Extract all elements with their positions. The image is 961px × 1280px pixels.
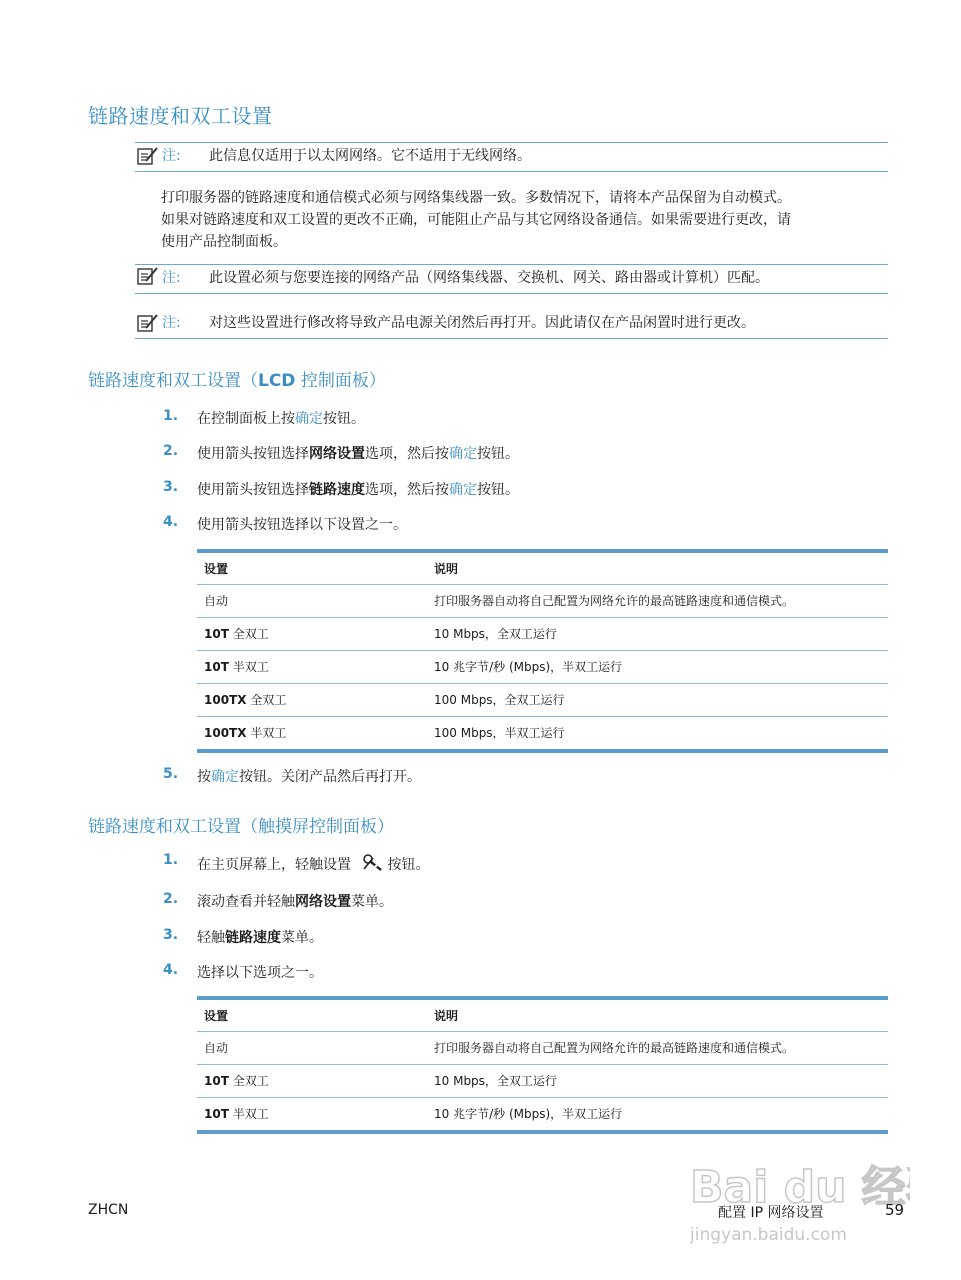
setting-code: 100TX [204,726,247,740]
note-label: 注: [162,148,181,164]
step-number: 2. [163,443,179,459]
step-number: 2. [163,891,179,907]
desc-cell: 100 Mbps，全双工运行 [434,693,565,707]
section-heading-touch: 链路速度和双工设置（触摸屏控制面板） [88,817,394,837]
note-text: 此设置必须与您要连接的网络产品（网络集线器、交换机、网关、路由器或计算机）匹配。 [209,270,769,286]
watermark-url: jingyan.baidu.com [690,1225,847,1245]
settings-wrench-icon [361,852,387,870]
note-pencil-icon [137,146,157,166]
table-header-row [197,1000,888,1032]
footer-locale: ZHCN [88,1202,129,1218]
table-bottom-bar [197,1130,888,1134]
col-header-desc: 说明 [434,1009,459,1023]
setting-code: 10T [204,627,229,641]
ok-button-ref: 确定 [449,482,477,498]
step-text: 选择以下选项之一。 [197,965,323,981]
note-text: 此信息仅适用于以太网网络。它不适用于无线网络。 [209,148,531,164]
step-number: 4. [163,962,179,978]
note-bottom-rule [135,293,888,294]
step-number: 4. [163,514,179,530]
desc-cell: 100 Mbps，半双工运行 [434,726,565,740]
step-number: 1. [163,852,179,868]
step-part: 使用箭头按钮选择 [197,482,309,498]
setting-cell [197,651,434,683]
intro-paragraph [161,187,891,253]
watermark-brand: Bai du 经 [690,1162,906,1213]
setting-mode: 全双工 [246,693,287,707]
table-header-row [197,553,888,585]
setting-cell [197,1098,434,1130]
setting-cell: 自动 [204,1041,229,1055]
ok-button-ref: 确定 [295,411,323,427]
step-part: 按钮。 [477,482,519,498]
setting-cell [197,618,434,650]
step-text [197,408,365,428]
step-part: 按钮。 [323,411,365,427]
page-number: 59 [885,1201,905,1219]
note-pencil-icon [137,266,157,286]
step-text [197,852,429,874]
setting-mode: 半双工 [228,660,269,674]
step-number: 1. [163,408,179,424]
heading-part: 链路速度和双工设置（ [88,371,258,391]
note-pencil-icon [137,313,157,333]
step-part: 按 [197,769,211,785]
desc-cell: 10 Mbps，全双工运行 [434,1074,557,1088]
baidu-jingyan-watermark [690,1140,910,1250]
desc-cell: 打印服务器自动将自己配置为网络允许的最高链路速度和通信模式。 [434,1041,795,1055]
ok-button-ref: 确定 [449,446,477,462]
setting-mode: 全双工 [228,627,269,641]
intro-line: 打印服务器的链路速度和通信模式必须与网络集线器一致。多数情况下，请将本产品保留为自动模式。 [161,190,791,206]
table-row [197,651,888,684]
table-row [197,1098,888,1130]
setting-code: 10T [204,1074,229,1088]
step-text [197,443,519,463]
note-bottom-rule [135,338,888,339]
menu-ref: 网络设置 [309,446,365,462]
table-row [197,1032,888,1065]
col-header-desc: 说明 [434,562,459,576]
step-number: 5. [163,766,179,782]
note-text: 对这些设置进行修改将导致产品电源关闭然后再打开。因此请仅在产品闲置时进行更改。 [209,315,755,331]
step-part: 菜单。 [281,930,323,946]
intro-line: 使用产品控制面板。 [161,234,287,250]
menu-ref: 链路速度 [309,482,365,498]
setting-mode: 半双工 [228,1107,269,1121]
step-part: 按钮。 [477,446,519,462]
col-header-setting: 设置 [204,1009,229,1023]
step-text [197,927,323,947]
step-part: 在控制面板上按 [197,411,295,427]
step-part: 选项，然后按 [365,482,449,498]
setting-cell: 自动 [204,594,229,608]
table-row [197,684,888,717]
step-part: 使用箭头按钮选择 [197,446,309,462]
ok-button-ref: 确定 [211,769,239,785]
col-header-setting: 设置 [204,562,229,576]
table-row [197,1065,888,1098]
desc-cell: 10 兆字节/秒 (Mbps)，半双工运行 [434,1107,623,1121]
table-row [197,585,888,618]
setting-cell [197,1065,434,1097]
setting-cell [197,717,434,749]
step-part: 选项，然后按 [365,446,449,462]
note-label: 注: [162,270,181,286]
note-label: 注: [162,315,181,331]
step-text: 使用箭头按钮选择以下设置之一。 [197,517,407,533]
heading-part: LCD [258,371,296,391]
table-row [197,717,888,749]
step-part: 按钮。 [387,857,430,873]
settings-table-touch [197,996,888,1134]
step-text [197,891,393,911]
desc-cell: 10 兆字节/秒 (Mbps)，半双工运行 [434,660,623,674]
step-number: 3. [163,479,179,495]
step-part: 轻触 [197,930,225,946]
note-bottom-rule [135,171,888,172]
step-text [197,479,519,499]
intro-line: 如果对链路速度和双工设置的更改不正确，可能阻止产品与其它网络设备通信。如果需要进行更改，请 [161,212,791,228]
setting-mode: 半双工 [246,726,287,740]
page-title: 链路速度和双工设置 [88,104,273,128]
desc-cell: 打印服务器自动将自己配置为网络允许的最高链路速度和通信模式。 [434,594,795,608]
step-text [197,766,421,786]
desc-cell: 10 Mbps，全双工运行 [434,627,557,641]
step-part: 菜单。 [351,894,393,910]
step-part: 滚动查看并轻触 [197,894,295,910]
note-top-rule [135,264,888,265]
heading-part: 控制面板） [295,371,386,391]
setting-code: 100TX [204,693,247,707]
footer-chapter: 配置 IP 网络设置 [718,1205,824,1221]
settings-table-lcd [197,549,888,753]
step-part: 在主页屏幕上，轻触设置 [197,857,351,873]
setting-code: 10T [204,660,229,674]
table-bottom-bar [197,749,888,753]
setting-code: 10T [204,1107,229,1121]
step-part: 按钮。关闭产品然后再打开。 [239,769,421,785]
setting-cell [197,684,434,716]
section-heading-lcd [88,366,386,391]
step-number: 3. [163,927,179,943]
menu-ref: 链路速度 [225,930,281,946]
note-top-rule [135,142,888,143]
setting-mode: 全双工 [228,1074,269,1088]
table-row [197,618,888,651]
menu-ref: 网络设置 [295,894,351,910]
